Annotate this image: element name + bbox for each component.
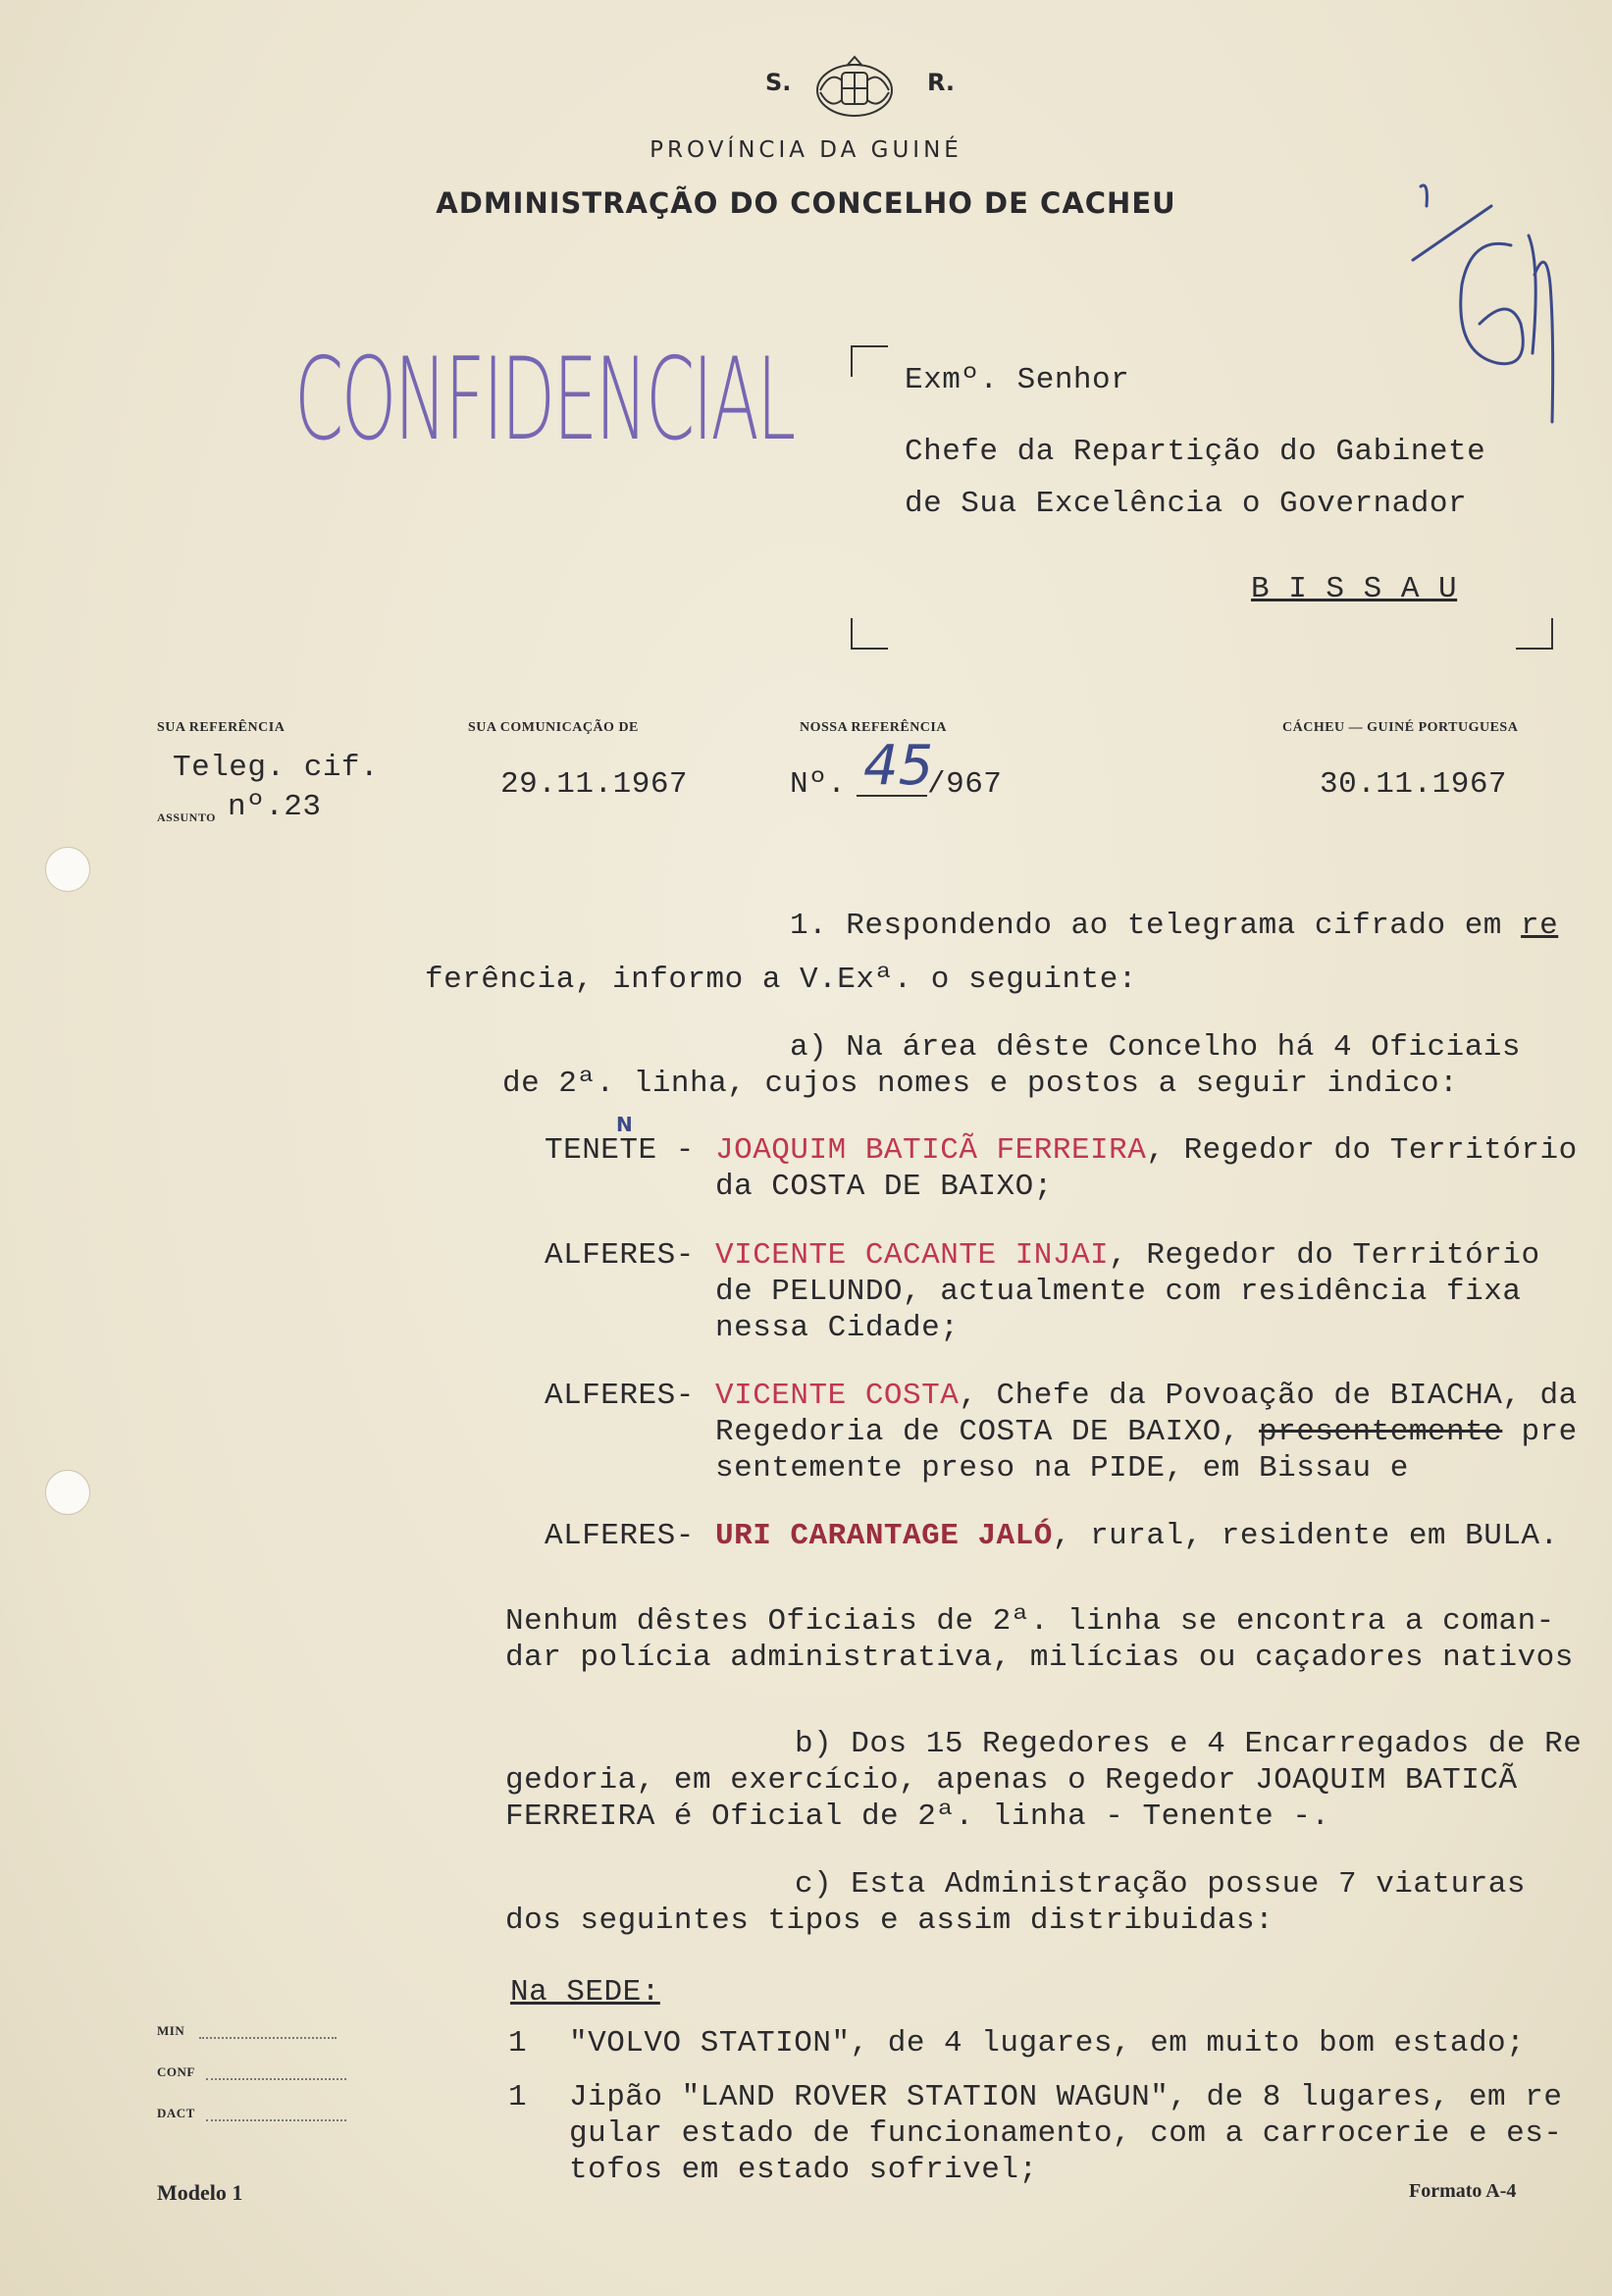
officer-1-line-1: JOAQUIM BATICÃ FERREIRA, Regedor do Território — [715, 1133, 1578, 1168]
officer-2-line-1: VICENTE CACANTE INJAI, Regedor do Território — [715, 1238, 1540, 1273]
nossa-referencia-prefix: Nº. — [790, 767, 847, 802]
addressee-line-2: de Sua Excelência o Governador — [905, 487, 1468, 521]
label-conf: CONF — [157, 2064, 195, 2079]
confidential-stamp: CONFIDENCIAL — [294, 334, 794, 466]
officer-2-line-3: nessa Cidade; — [715, 1311, 960, 1345]
sua-referencia-number: nº.23 — [228, 790, 322, 824]
nossa-referencia-handwritten-number: 45 — [863, 734, 934, 798]
province-title: PROVÍNCIA DA GUINÉ — [650, 137, 962, 163]
handwritten-correction-n: N — [616, 1113, 633, 1136]
label-assunto: ASSUNTO — [157, 810, 216, 824]
vehicle-1-line-1: "VOLVO STATION", de 4 lugares, em muito bom estado; — [569, 2026, 1526, 2061]
header-r: R. — [927, 69, 956, 96]
nossa-referencia-suffix: /967 — [927, 767, 1003, 802]
item-b-line-2: gedoria, em exercício, apenas o Regedor JOAQUIM BATICÃ — [505, 1763, 1518, 1798]
paragraph-none-line-1: Nenhum dêstes Oficiais de 2ª. linha se encontra a coman- — [505, 1604, 1555, 1639]
vehicle-2-qty: 1 — [508, 2080, 528, 2114]
model-label: Modelo 1 — [157, 2180, 243, 2205]
officer-1-line-2: da COSTA DE BAIXO; — [715, 1170, 1053, 1204]
dact-field — [206, 2119, 346, 2121]
addressee-line-1: Chefe da Repartição do Gabinete — [905, 435, 1486, 469]
bracket-top-left — [851, 345, 888, 377]
vehicle-2-line-2: gular estado de funcionamento, com a carrocerie e es- — [569, 2116, 1563, 2151]
addressee-city: B I S S A U — [1251, 572, 1458, 606]
officer-3-line-3: sentemente preso na PIDE, em Bissau e — [715, 1451, 1409, 1486]
bracket-bottom-left — [851, 618, 888, 650]
addressee-salutation: Exmº. Senhor — [905, 363, 1130, 397]
officer-1-rank: TENETE - — [545, 1133, 695, 1168]
item-b-line-1: b) Dos 15 Regedores e 4 Encarregados de Re — [795, 1727, 1583, 1761]
punch-hole-top — [45, 847, 90, 892]
sua-comunicacao-value: 29.11.1967 — [500, 767, 689, 802]
item-a-line-1: a) Na área dêste Concelho há 4 Oficiais — [790, 1030, 1522, 1065]
header-s: S. — [765, 69, 792, 96]
vehicle-2-line-1: Jipão "LAND ROVER STATION WAGUN", de 8 lugares, em re — [569, 2080, 1563, 2114]
nossa-referencia-underline — [857, 795, 927, 797]
label-dact: DACT — [157, 2106, 195, 2120]
document-date: 30.11.1967 — [1320, 767, 1508, 802]
officer-2-line-2: de PELUNDO, actualmente com residência fixa — [715, 1275, 1522, 1309]
paragraph-1-line-2: ferência, informo a V.Exª. o seguinte: — [425, 963, 1137, 997]
conf-field — [206, 2078, 346, 2080]
label-sua-referencia: SUA REFERÊNCIA — [157, 720, 286, 735]
vehicle-2-line-3: tofos em estado sofrivel; — [569, 2153, 1038, 2187]
label-nossa-referencia: NOSSA REFERÊNCIA — [800, 720, 947, 735]
item-c-line-2: dos seguintes tipos e assim distribuidas: — [505, 1904, 1274, 1938]
paragraph-1-line-1: 1. Respondendo ao telegrama cifrado em re — [790, 909, 1559, 943]
format-label: Formato A-4 — [1409, 2180, 1517, 2202]
min-field — [199, 2037, 337, 2039]
administration-title: ADMINISTRAÇÃO DO CONCELHO DE CACHEU — [436, 186, 1176, 220]
item-b-line-3: FERREIRA é Oficial de 2ª. linha - Tenente -. — [505, 1800, 1330, 1834]
officer-3-rank: ALFERES- — [545, 1379, 695, 1413]
label-place: CÁCHEU — GUINÉ PORTUGUESA — [1282, 720, 1519, 735]
officer-4-line-1: URI CARANTAGE JALÓ, rural, residente em BULA. — [715, 1519, 1559, 1553]
label-min: MIN — [157, 2023, 185, 2038]
handwritten-mark — [1403, 177, 1570, 442]
item-c-line-1: c) Esta Administração possue 7 viaturas — [795, 1867, 1527, 1902]
bracket-bottom-right — [1516, 618, 1553, 650]
section-na-sede: Na SEDE: — [510, 1975, 660, 2009]
coat-of-arms-icon — [810, 51, 899, 130]
vehicle-1-qty: 1 — [508, 2026, 528, 2061]
item-a-line-2: de 2ª. linha, cujos nomes e postos a seguir indico: — [502, 1067, 1459, 1101]
officer-3-line-2: Regedoria de COSTA DE BAIXO, presentemente pre — [715, 1415, 1578, 1449]
sua-referencia-value: Teleg. cif. — [173, 751, 380, 785]
officer-3-line-1: VICENTE COSTA, Chefe da Povoação de BIACHA, da — [715, 1379, 1578, 1413]
punch-hole-bottom — [45, 1470, 90, 1515]
officer-4-rank: ALFERES- — [545, 1519, 695, 1553]
paragraph-none-line-2: dar polícia administrativa, milícias ou caçadores nativos — [505, 1641, 1574, 1675]
label-sua-comunicacao: SUA COMUNICAÇÃO DE — [468, 720, 639, 735]
officer-2-rank: ALFERES- — [545, 1238, 695, 1273]
